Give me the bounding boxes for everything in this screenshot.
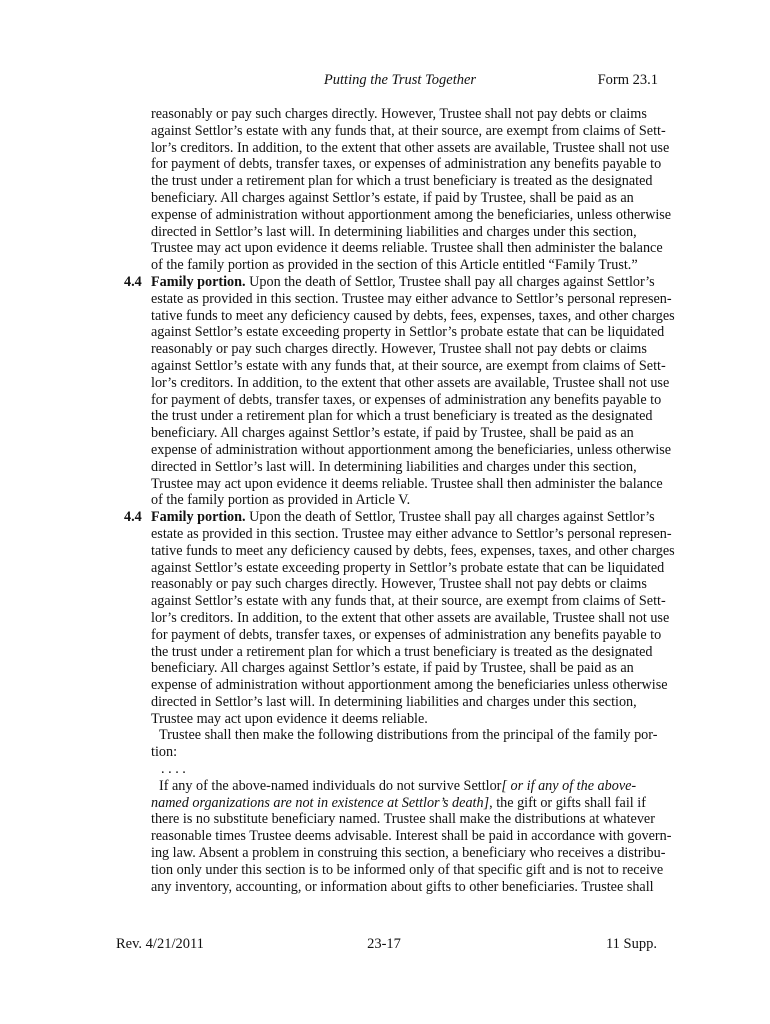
survivorship-second-line xyxy=(151,795,657,812)
running-header-title: Putting the Trust Together xyxy=(323,72,477,88)
text-line: for payment of debts, transfer taxes, or expenses of administration any benefits payable to xyxy=(151,626,662,643)
distributions-intro-line: Trustee shall then make the following distributions from the principal of the family por- xyxy=(159,727,658,744)
text-line: estate as provided in this section. Trustee may either advance to Settlor’s personal represen- xyxy=(151,290,672,307)
text-line: tion only under this section is to be informed only of that specific gift and is not to receive xyxy=(151,861,664,878)
text-line: of the family portion as provided in Article V. xyxy=(151,492,411,509)
text-line: estate as provided in this section. Trustee may either advance to Settlor’s personal represen- xyxy=(151,525,672,542)
text-line: against Settlor’s estate with any funds that, at their source, are exempt from claims of Sett- xyxy=(151,593,666,610)
footer-supplement: 11 Supp. xyxy=(605,936,657,952)
text-line: lor’s creditors. In addition, to the extent that other assets are available, Trustee shall not use xyxy=(151,374,670,391)
text-line: against Settlor’s estate with any funds that, at their source, are exempt from claims of Sett- xyxy=(151,122,666,139)
text-line: lor’s creditors. In addition, to the extent that other assets are available, Trustee shall not use xyxy=(151,139,670,156)
text-line: tion: xyxy=(151,744,178,761)
text-line: directed in Settlor’s last will. In determining liabilities and charges under this section, xyxy=(151,223,637,240)
survivorship-first-line xyxy=(151,778,657,795)
section-heading: Family portion. xyxy=(151,509,246,526)
text-line: against Settlor’s estate with any funds that, at their source, are exempt from claims of Sett- xyxy=(151,357,666,374)
body-text xyxy=(124,106,675,895)
text-line: the trust under a retirement plan for which a trust beneficiary is treated as the designated xyxy=(151,408,653,425)
section-first-line xyxy=(124,509,657,526)
text-line: ing law. Absent a problem in construing this section, a beneficiary who receives a distribu- xyxy=(151,845,666,862)
text-line: there is no substitute beneficiary named. Trustee shall make the distributions at whatever xyxy=(151,811,655,828)
text-line: Trustee may act upon evidence it deems reliable. xyxy=(151,710,428,727)
survivorship-text: , the gift or gifts shall fail if xyxy=(489,794,646,811)
footer-page-number: 23-17 xyxy=(367,936,401,952)
text-line: against Settlor’s estate exceeding property in Settlor’s probate estate that can be liquidated xyxy=(151,324,665,341)
text-line: beneficiary. All charges against Settlor’s estate, if paid by Trustee, shall be paid as an xyxy=(151,660,634,677)
text-line: reasonably or pay such charges directly. However, Trustee shall not pay debts or claims xyxy=(151,341,647,358)
text-line: lor’s creditors. In addition, to the extent that other assets are available, Trustee shall not use xyxy=(151,609,670,626)
section-first-line-text: Upon the death of Settlor, Trustee shall pay all charges against Settlor’s xyxy=(245,509,655,526)
text-line: expense of administration without apportionment among the beneficiaries, unless otherwise xyxy=(151,441,672,458)
paragraph-continued xyxy=(151,106,672,274)
optional-clause-italic: named organizations are not in existence at Settlor’s death] xyxy=(151,794,490,811)
section-heading: Family portion. xyxy=(151,273,246,290)
text-line: Trustee may act upon evidence it deems reliable. Trustee shall then administer the balance xyxy=(151,240,663,257)
section-4-4-first xyxy=(124,273,675,509)
optional-clause-italic: [ or if any of the above- xyxy=(501,777,637,794)
text-line: of the family portion as provided in the section of this Article entitled “Family Trust.” xyxy=(151,257,638,274)
text-line: reasonable times Trustee deems advisable. Interest shall be paid in accordance with govern- xyxy=(151,828,672,845)
section-first-line-text: Upon the death of Settlor, Trustee shall pay all charges against Settlor’s xyxy=(245,273,655,290)
section-first-line xyxy=(124,273,657,291)
text-line: directed in Settlor’s last will. In determining liabilities and charges under this section, xyxy=(151,693,637,710)
text-line: directed in Settlor’s last will. In determining liabilities and charges under this section, xyxy=(151,458,637,475)
text-line: expense of administration without apportionment among the beneficiaries, unless otherwise xyxy=(151,206,672,223)
text-line: tative funds to meet any deficiency caused by debts, fees, expenses, taxes, and other charges xyxy=(151,542,675,559)
text-line: beneficiary. All charges against Settlor’s estate, if paid by Trustee, shall be paid as an xyxy=(151,189,634,206)
ellipsis: . . . . xyxy=(161,761,186,778)
survivorship-text: If any of the above-named individuals do not survive Settlor xyxy=(159,777,502,794)
text-line: for payment of debts, transfer taxes, or expenses of administration any benefits payable to xyxy=(151,156,662,173)
section-number: 4.4 xyxy=(124,509,142,526)
section-number: 4.4 xyxy=(124,273,142,290)
text-line: reasonably or pay such charges directly. However, Trustee shall not pay debts or claims xyxy=(151,576,647,593)
text-line: for payment of debts, transfer taxes, or expenses of administration any benefits payable to xyxy=(151,391,662,408)
text-line: tative funds to meet any deficiency caused by debts, fees, expenses, taxes, and other charges xyxy=(151,307,675,324)
text-line: any inventory, accounting, or information about gifts to other beneficiaries. Trustee shall xyxy=(151,878,654,895)
text-line: the trust under a retirement plan for which a trust beneficiary is treated as the designated xyxy=(151,643,653,660)
text-line: reasonably or pay such charges directly. However, Trustee shall not pay debts or claims xyxy=(151,106,647,122)
running-header-form-number: Form 23.1 xyxy=(597,72,658,88)
text-line: beneficiary. All charges against Settlor’s estate, if paid by Trustee, shall be paid as an xyxy=(151,425,634,442)
section-4-4-second xyxy=(124,509,675,895)
text-line: the trust under a retirement plan for which a trust beneficiary is treated as the designated xyxy=(151,173,653,190)
footer-revision-date: Rev. 4/21/2011 xyxy=(116,936,204,952)
text-line: expense of administration without apportionment among the beneficiaries unless otherwise xyxy=(151,677,668,694)
text-line: Trustee may act upon evidence it deems reliable. Trustee shall then administer the balance xyxy=(151,475,663,492)
text-line: against Settlor’s estate exceeding property in Settlor’s probate estate that can be liquidated xyxy=(151,559,665,576)
